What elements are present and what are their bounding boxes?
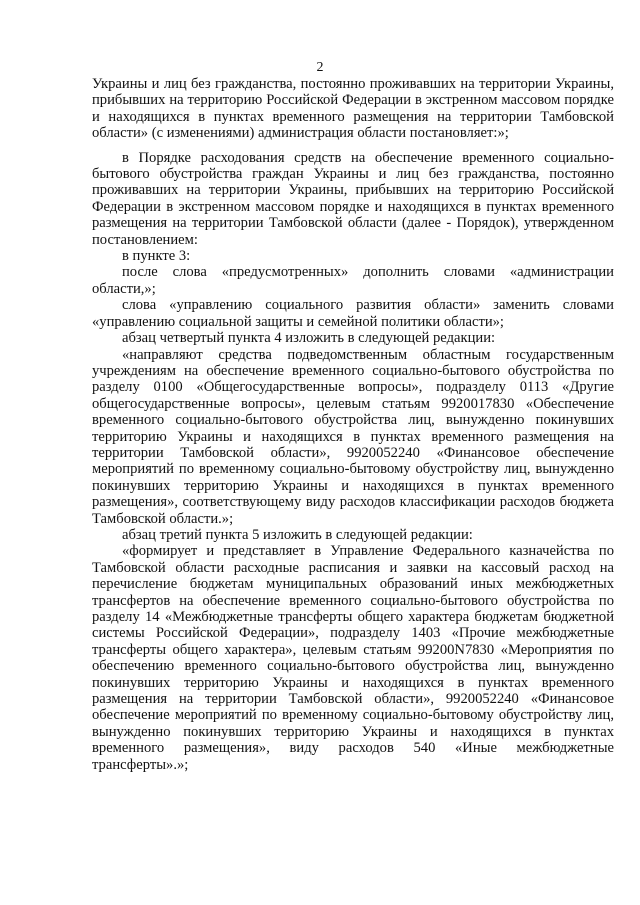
paragraph-5: слова «управлению социального развития области» заменить словами «управлению социальной защиты и семейной политики области»; — [92, 297, 614, 330]
paragraph-2: в Порядке расходования средств на обеспечение временного социально-бытового обустройства граждан Украины и лиц без гражданства, постоянно проживавших на территории Украины, прибывших на территорию Российской Федерации в экстренном массовом порядке и находящихся в пунктах временного размещения на территории Тамбовской области (далее - Порядок), утвержденном постановлением: — [92, 149, 614, 248]
paragraph-1: Украины и лиц без гражданства, постоянно проживавших на территории Украины, прибывших на территорию Российской Федерации в экстренном массовом порядке и находящихся в пунктах временного размещения на территории Тамбовской области» (с изменениями) администрация области постановляет:»; — [92, 76, 614, 142]
paragraph-3: в пункте 3: — [122, 248, 191, 265]
page-number: 2 — [316, 60, 324, 75]
paragraph-7: «направляют средства подведомственным областным государственным учреждениям на обеспечение временного социально-бытового обустройства по разделу 0100 «Общегосударственные вопросы», подразделу 0113 «Другие общегосударственные вопросы», целевым статьям 9920017830 «Обеспечение временного социально-бытового обустройства лиц, вынужденно покинувших территорию Украины и находящихся в пунктах временного размещения на территории Тамбовской области», 9920052240 «Финансовое обеспечение мероприятий по временному социально-бытовому обустройству лиц, вынужденно покинувших территорию Украины и находящихся в пунктах временного размещения», соответствующему виду расходов классификации расходов бюджета Тамбовской области.»; — [92, 346, 614, 527]
paragraph-4: после слова «предусмотренных» дополнить словами «администрации области,»; — [92, 264, 614, 297]
document-body — [92, 76, 614, 773]
paragraph-6: абзац четвертый пункта 4 изложить в следующей редакции: — [122, 330, 496, 347]
paragraph-8: абзац третий пункта 5 изложить в следующей редакции: — [122, 526, 473, 543]
paragraph-9: «формирует и представляет в Управление Федерального казначейства по Тамбовской области расходные расписания и заявки на кассовый расход на перечисление бюджетам муниципальных образований иных межбюджетных трансфертов на обеспечение временного социально-бытового обустройства по разделу 14 «Межбюджетные трансферты общего характера бюджетам бюджетной системы Российской Федерации», подразделу 1403 «Прочие межбюджетные трансферты общего характера», целевым статьям 99200N7830 «Мероприятия по обеспечению временного социально-бытового обустройства лиц, вынужденно покинувших территорию Украины и находящихся в пунктах временного размещения на территории Тамбовской области», 9920052240 «Финансовое обеспечение мероприятий по временному социально-бытовому обустройству лиц, вынужденно покинувших территорию Украины и находящихся в пунктах временного размещения», виду расходов 540 «Иные межбюджетные трансферты».»; — [92, 543, 614, 773]
